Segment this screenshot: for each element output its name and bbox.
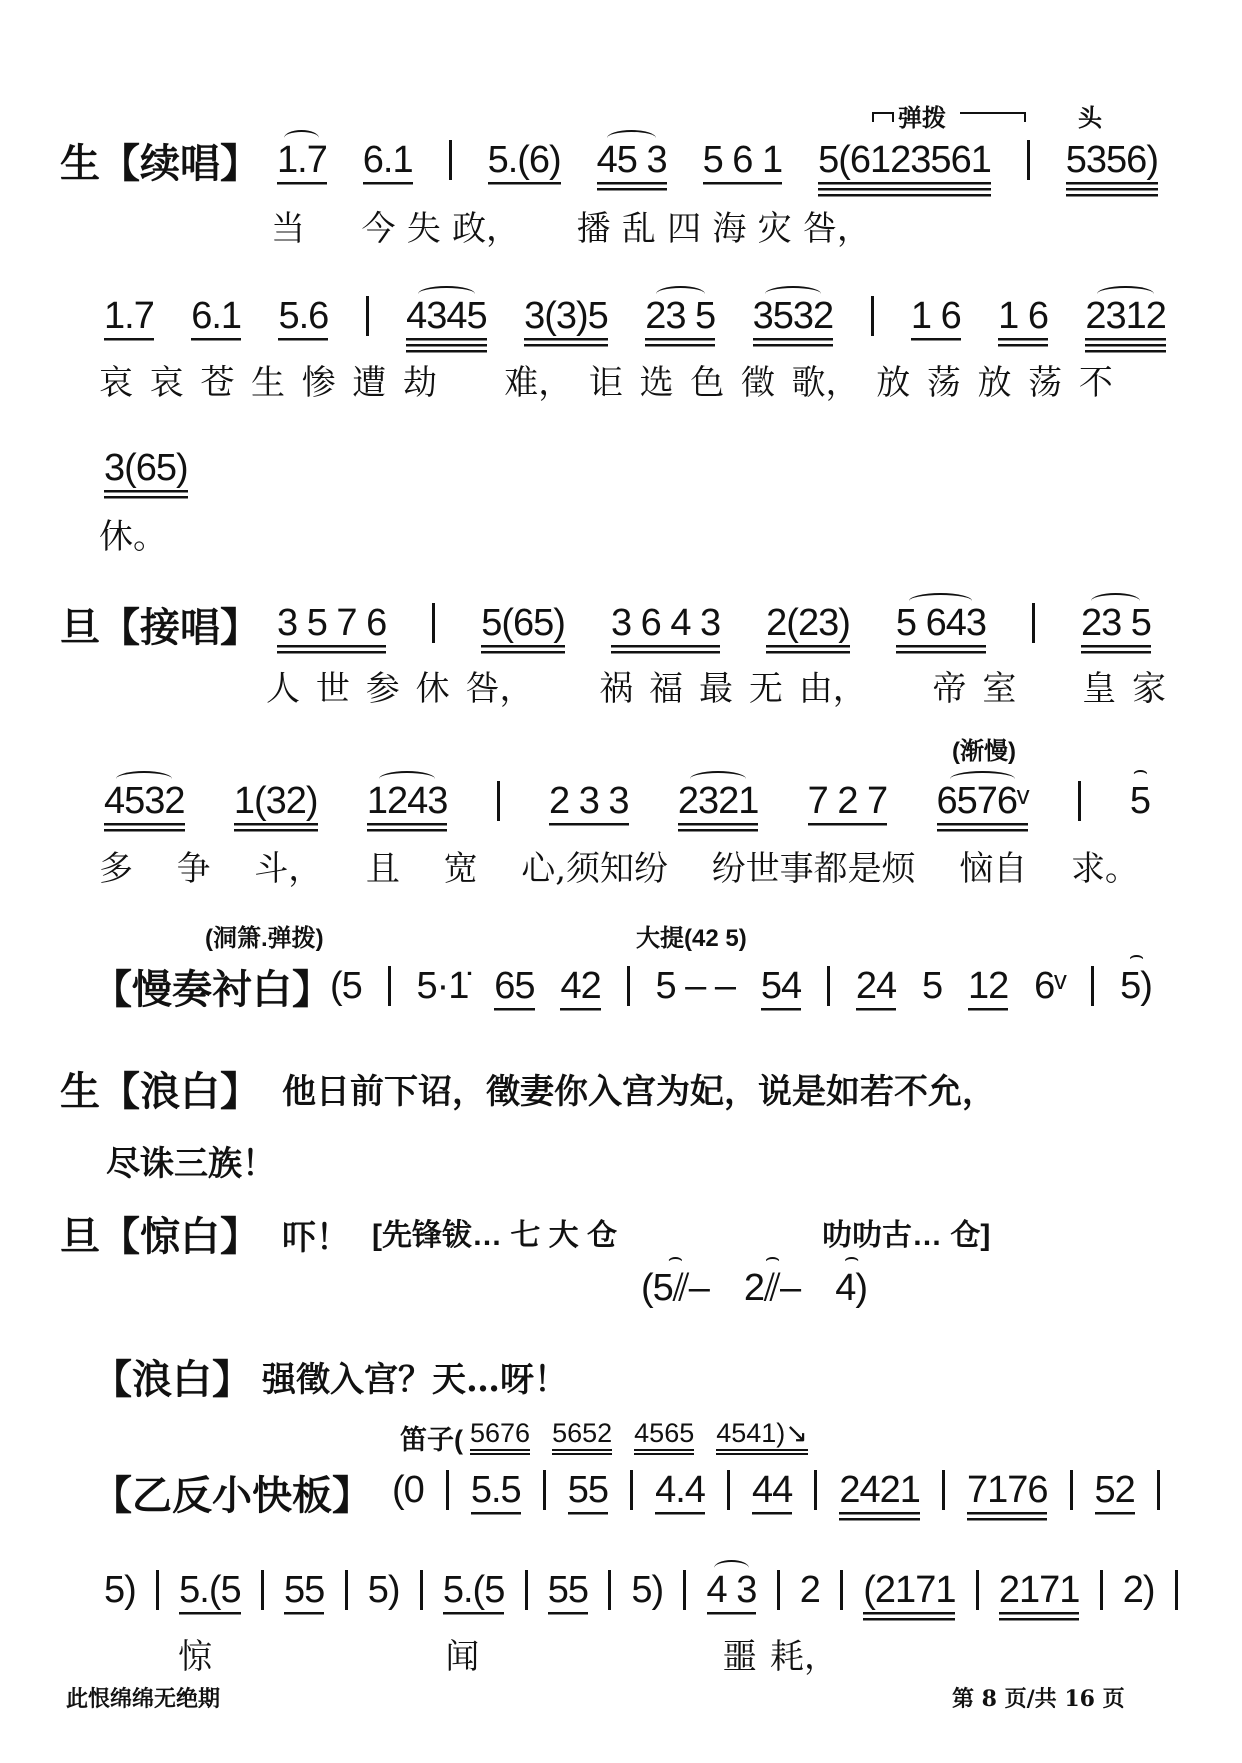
lyric-char: 讵	[588, 363, 623, 403]
note-group: 54	[760, 965, 802, 1007]
barline	[942, 1470, 945, 1510]
note-group: 4.4	[655, 1469, 705, 1511]
note-group: 23 5	[1080, 602, 1151, 644]
bracket-line	[960, 112, 1026, 122]
lyric-char: 皇	[1082, 669, 1117, 709]
note-group: 6.1	[191, 295, 242, 337]
lyric: 耗，	[769, 1637, 838, 1677]
notation-row	[104, 1564, 1178, 1612]
lyric-char: 四	[667, 209, 702, 249]
barline	[1070, 1470, 1073, 1510]
note-group: 5(6123561	[818, 139, 991, 181]
footer-title: 此恨绵绵无绝期	[66, 1686, 221, 1712]
note-group: 5.5	[470, 1469, 521, 1511]
barline	[777, 1570, 780, 1610]
note-group: 6ᵛ	[1034, 965, 1066, 1007]
lyric-char	[454, 355, 488, 404]
barline	[630, 1470, 633, 1510]
barline	[432, 603, 435, 643]
note-group: 2312	[1085, 295, 1166, 337]
lyric-char: 灾	[757, 209, 792, 249]
note-group: 3 5 7 6	[277, 602, 387, 644]
lyric-char: 恼自	[959, 849, 1028, 889]
lyrics-row	[99, 514, 167, 558]
speech-line: 他日前下诏，徵妻你入宫为妃，说是如若不允，	[282, 1072, 996, 1112]
note-group: 1.7	[104, 295, 154, 337]
note-group: 2321	[677, 780, 759, 822]
barline	[727, 1470, 730, 1510]
lyric-char	[883, 661, 917, 710]
note-group: 5652	[552, 1418, 613, 1448]
lyric-char: 最	[699, 669, 733, 709]
note-group: 3532	[752, 295, 834, 337]
role-sheng: 生	[60, 141, 100, 187]
notation-row	[330, 960, 1152, 1008]
lyric: 噩	[722, 1637, 757, 1677]
barline	[345, 1570, 348, 1610]
lyric-char: 多	[99, 849, 133, 889]
barline	[608, 1570, 611, 1610]
barline	[814, 1470, 817, 1510]
note-group: 2171	[998, 1569, 1080, 1611]
note-group: 5·1̇	[416, 965, 469, 1007]
barline	[449, 140, 452, 180]
lyric-char: 休	[415, 669, 450, 709]
note-group: 6576ᵛ	[936, 780, 1029, 822]
notation-row	[104, 442, 188, 490]
page-indicator: 第 8 页/共 16 页	[952, 1686, 1125, 1712]
notation-row	[277, 134, 1158, 182]
notation-row	[104, 775, 1150, 823]
lyric-char: 争	[176, 849, 211, 889]
section-tag-manzou: 【慢奏衬白】	[92, 967, 332, 1013]
barline	[497, 781, 500, 821]
lyric-char: 惨	[301, 363, 336, 403]
section-tag-xuchang: 【续唱】	[100, 141, 260, 187]
speech-exclaim: 吓！	[282, 1218, 350, 1258]
role-dan: 旦	[60, 605, 100, 651]
note-group: 2421	[839, 1469, 920, 1511]
note-group: 1.7	[277, 139, 327, 181]
barline	[1078, 781, 1081, 821]
lyric-char: 纷世事都是烦	[711, 849, 916, 889]
note-group: 55	[567, 1469, 609, 1511]
lyric-char: 政，	[452, 209, 521, 249]
note-group: (5	[330, 965, 362, 1007]
note-group: 45 3	[596, 139, 667, 181]
annotation-instruments: (洞箫.弹拨)	[205, 925, 324, 952]
note-group: (2171	[863, 1569, 956, 1611]
lyric-char: 难，	[504, 363, 573, 403]
note-group: ⌢ (5⫽–	[641, 1268, 709, 1310]
note-group: 2(23)	[766, 602, 850, 644]
lyric-char: 失	[406, 209, 441, 249]
note-group: 4 3	[706, 1569, 757, 1611]
lyrics-row	[178, 1634, 838, 1678]
note-group: 5676	[470, 1418, 531, 1448]
barline	[871, 296, 874, 336]
notation-row	[104, 290, 1166, 338]
lyric-char: 不	[1078, 363, 1113, 403]
note-group: 5.6	[278, 295, 329, 337]
lyric: 闻	[445, 1637, 480, 1677]
annotation-dati: 大提(42 5)	[636, 925, 747, 952]
note-group: 23 5	[645, 295, 716, 337]
lyric-char	[531, 201, 565, 250]
note-group: 5.(5	[179, 1569, 241, 1611]
lyric-char: 由，	[798, 669, 867, 709]
note-group: ⌢ 2⫽–	[744, 1268, 800, 1310]
bracket-line	[872, 112, 894, 122]
lyric-char: 荡	[926, 363, 961, 403]
lyric-char: 参	[365, 669, 400, 709]
lyric-char: 人	[266, 669, 300, 709]
note-group: 3 6 4 3	[610, 602, 721, 644]
note-group: 5 6 1	[702, 139, 783, 181]
barline	[156, 1570, 159, 1610]
note-group: 55	[284, 1569, 325, 1611]
note-group: ⌢ 5	[1130, 781, 1150, 823]
note-group: 5 643	[895, 602, 986, 644]
lyric-char: 福	[649, 669, 684, 709]
note-group: 5 – –	[655, 965, 735, 1007]
lyric-char: 当	[271, 209, 305, 249]
flute-label: 笛子(	[400, 1425, 463, 1455]
note-group: 1 6	[910, 295, 961, 337]
note-group: 3(3)5	[524, 295, 608, 337]
note-group: (0	[392, 1469, 424, 1511]
note-group: 42	[560, 965, 601, 1007]
role-sheng: 生	[60, 1069, 100, 1115]
lyrics-row	[266, 666, 1166, 710]
note-group: 2 3 3	[549, 780, 629, 822]
barline	[627, 966, 630, 1006]
lyric-char: 且	[365, 849, 400, 889]
notation-row	[641, 1262, 867, 1310]
section-tag-yifan: 【乙反小快板】	[92, 1473, 372, 1519]
lyric-char: 苍	[200, 363, 235, 403]
lyric-char: 求。	[1070, 849, 1139, 889]
note-group: 5356)	[1065, 139, 1158, 181]
lyric-char: 世	[315, 669, 350, 709]
note-group: 4532	[104, 780, 185, 822]
note-group: 3(65)	[104, 447, 188, 489]
lyric-char: 放	[876, 363, 911, 403]
note-group: 1(32)	[233, 780, 318, 822]
note-group: 1243	[366, 780, 448, 822]
role-dan: 旦	[60, 1214, 100, 1260]
annotation-tanbo: 弹拨	[898, 105, 946, 132]
barline	[1157, 1470, 1160, 1510]
lyric-char	[316, 201, 350, 250]
note-group: 4345	[406, 295, 487, 337]
note-group: 1 6	[998, 295, 1048, 337]
note-group: 52	[1094, 1469, 1135, 1511]
barline	[420, 1570, 423, 1610]
note-group: 55	[547, 1569, 588, 1611]
note-group: 5)	[367, 1569, 400, 1611]
speech-line: 尽诛三族！	[106, 1144, 276, 1184]
lyric-char: 帝	[932, 669, 967, 709]
lyric-char: 哀	[149, 363, 184, 403]
lyric-char: 咎，	[465, 669, 534, 709]
lyrics-row	[271, 206, 871, 250]
barline	[261, 1570, 264, 1610]
speech-line: 强徵入宫？天…呀！	[262, 1360, 568, 1400]
barline	[827, 966, 830, 1006]
note-group: 5.(6)	[487, 139, 561, 181]
note-group: 65	[494, 965, 535, 1007]
lyric-char: 家	[1132, 669, 1166, 709]
barline	[1032, 603, 1035, 643]
section-tag-langbai: 【浪白】	[100, 1069, 260, 1115]
lyric-char: 选	[639, 363, 674, 403]
note-group: 4565	[634, 1418, 695, 1448]
barline	[543, 1470, 546, 1510]
note-group: 12	[967, 965, 1009, 1007]
section-tag-jingbai: 【惊白】	[100, 1214, 260, 1260]
note-group: 5	[921, 965, 943, 1007]
note-group: 5.(5	[442, 1569, 505, 1611]
barline	[976, 1570, 979, 1610]
lyric-char: 无	[748, 669, 783, 709]
percussion-text: 叻叻古… 仓]	[822, 1219, 991, 1252]
barline	[525, 1570, 528, 1610]
barline	[1091, 966, 1094, 1006]
lyric-char: 遭	[352, 363, 387, 403]
lyric-char: 咎，	[802, 209, 871, 249]
notation-row	[277, 597, 1151, 645]
barline	[1027, 140, 1030, 180]
lyric-char: 哀	[99, 363, 133, 403]
note-group: ⌢ 5)	[1120, 966, 1152, 1008]
lyric-char: 生	[250, 363, 285, 403]
lyric-char	[1032, 661, 1066, 710]
lyric-char: 乱	[621, 209, 656, 249]
lyric-char: 心,须知纷	[521, 849, 669, 889]
lyric-char: 海	[712, 209, 747, 249]
lyric-char: 歌，	[791, 363, 860, 403]
lyric-char	[549, 661, 583, 710]
section-tag-jiechang: 【接唱】	[100, 605, 260, 651]
lyric-char: 色	[690, 363, 725, 403]
lyric-char: 宽	[443, 849, 478, 889]
note-group: 4541)↘	[716, 1418, 808, 1448]
lyric-char: 放	[977, 363, 1012, 403]
barline	[446, 1470, 449, 1510]
barline	[388, 966, 391, 1006]
lyric-char: 祸	[599, 669, 634, 709]
barline	[840, 1570, 843, 1610]
lyric-char: 今	[361, 209, 396, 249]
lyric-char: 斗，	[254, 849, 323, 889]
lyric-char: 荡	[1028, 363, 1063, 403]
note-group: 7176	[966, 1469, 1048, 1511]
lyric: 惊	[178, 1637, 212, 1677]
note-group: 6.1	[362, 139, 413, 181]
notation-row	[392, 1464, 1160, 1512]
barline	[366, 296, 369, 336]
note-group: 7 2 7	[807, 780, 888, 822]
note-group: 5)	[104, 1569, 136, 1611]
annotation-tou: 头	[1078, 105, 1102, 132]
note-group: 24	[855, 965, 897, 1007]
lyric-char: 徵	[740, 363, 775, 403]
annotation-jianman: (渐慢)	[952, 738, 1016, 765]
lyrics-row	[99, 360, 1113, 404]
barline	[683, 1570, 686, 1610]
barline	[1175, 1570, 1178, 1610]
note-group: 2)	[1122, 1569, 1155, 1611]
note-group: 5(65)	[481, 602, 565, 644]
lyric-char: 播	[576, 209, 611, 249]
flute-notation	[470, 1418, 808, 1450]
barline	[1100, 1570, 1103, 1610]
note-group: 44	[751, 1469, 793, 1511]
lyric-char: 劫	[402, 363, 437, 403]
lyrics-row	[99, 846, 1139, 890]
section-tag-langbai: 【浪白】	[92, 1357, 252, 1403]
lyric-char: 室	[982, 669, 1017, 709]
note-group: 5)	[631, 1569, 664, 1611]
note-group: ⌢ 4)	[835, 1268, 867, 1310]
lyric: 休。	[99, 517, 167, 557]
note-group: 2	[799, 1569, 820, 1611]
percussion-text: [先锋钹… 七 大 仓	[372, 1219, 617, 1252]
